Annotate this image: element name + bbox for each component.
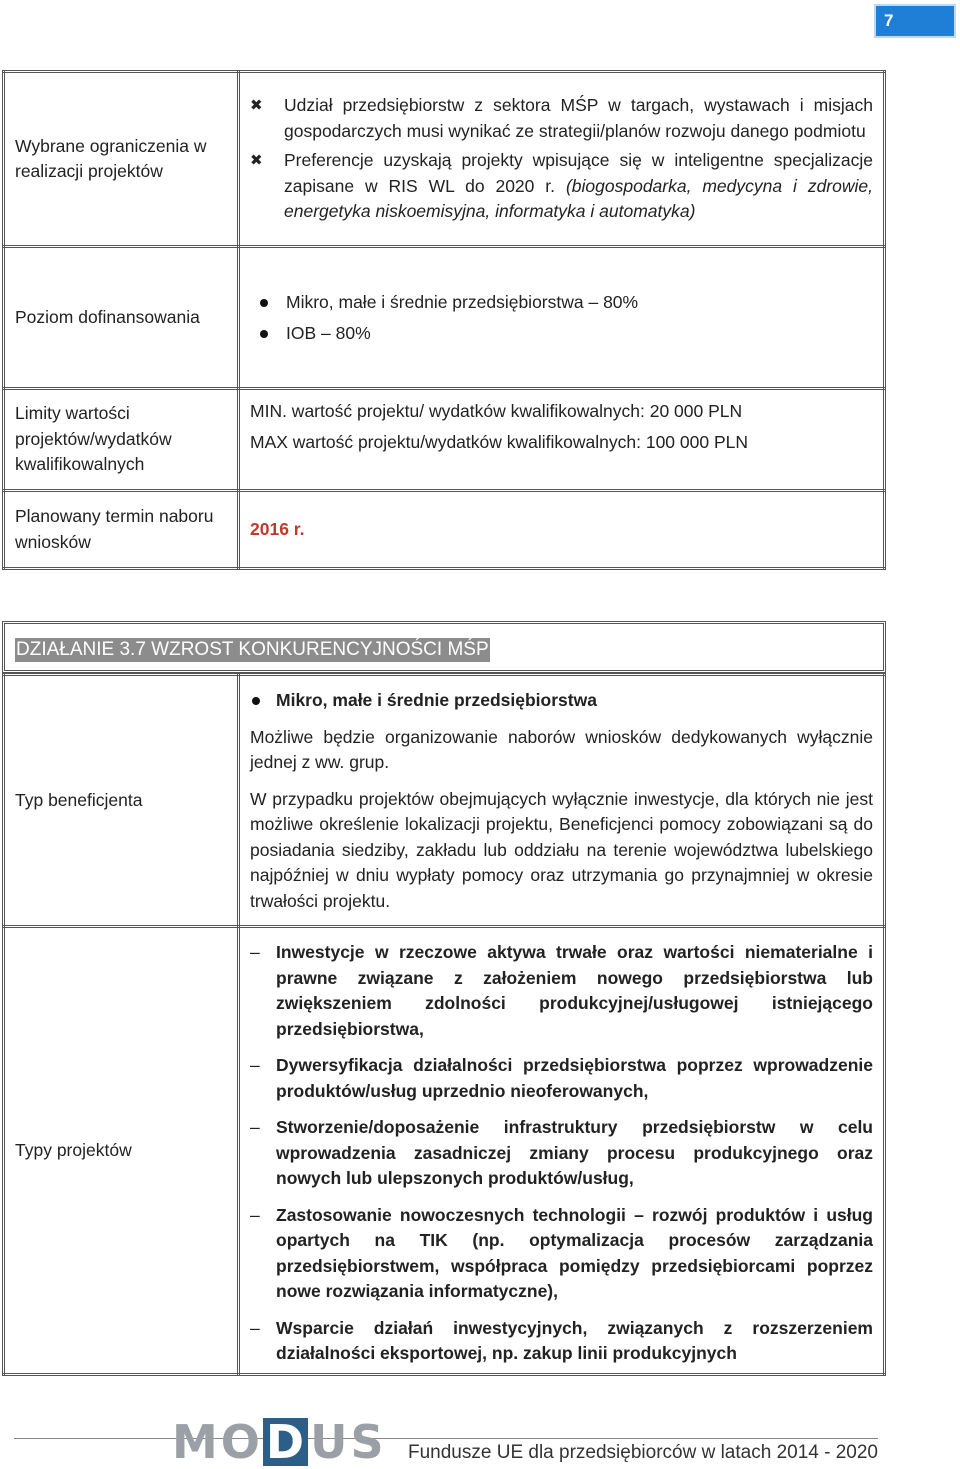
list-item: Mikro, małe i średnie przedsiębiorstwa [250,688,873,714]
list-item: – Inwestycje w rzeczowe aktywa trwałe oraz wartości niematerialne i prawne związane z założeniem nowego przedsiębiorstwa lub zwiększeniem zdolności produkcyjnej/usługowej istniejącego przedsiębiorstwa, [250,942,873,1039]
min-value-text: MIN. wartość projektu/ wydatków kwalifikowalnych: 20 000 PLN [250,401,743,421]
list-item: Mikro, małe i średnie przedsiębiorstwa – 80% [250,287,873,318]
section-title: DZIAŁANIE 3.7 WZROST KONKURENCYJNOŚCI MŚP [16,639,489,660]
list-item: ✖ Preferencje uzyskają projekty wpisujące się w inteligentne specjalizacje zapisane w RIS WL do 2020 r. (biogospodarka, medycyna i zdrowie, energetyka niskoemisyjna, informatyka i automatyka) [250,150,873,222]
dash-icon: – [250,942,260,962]
label-funding-level: Poziom dofinansowania [4,247,239,389]
dash-icon: – [250,1204,260,1225]
beneficiary-note: Możliwe będzie organizowanie naborów wniosków dedykowanych wyłącznie jednej z ww. grup. [250,726,873,772]
label-beneficiary-type: Typ beneficjenta [4,675,239,927]
logo-letter: S [350,1415,385,1469]
bullet-icon [260,299,268,307]
max-value-text: MAX wartość projektu/wydatków kwalifikowalnych: 100 000 PLN [250,432,748,452]
section-header [2,621,886,673]
footer-divider [14,1438,878,1439]
restrictions-list [250,93,873,225]
label-restrictions: Wybrane ograniczenia w realizacji projektów [4,72,239,247]
call-date-value: 2016 r. [250,518,305,539]
logo-letter: D [263,1418,308,1466]
list-item: – Dywersyfikacja działalności przedsiębiorstwa poprzez wprowadzenie produktów/usług uprzednio nieoferowanych, [250,1055,873,1101]
list-item: ✖ Udział przedsiębiorstw z sektora MŚP w targach, wystawach i misjach gospodarczych musi wynikać ze strategii/planów rozwoju danego podmiotu [250,95,873,141]
label-call-date: Planowany termin naboru wniosków [4,491,239,569]
project-types-list [250,940,873,1367]
beneficiary-location-note: W przypadku projektów obejmujących wyłącznie inwestycje, dla których nie jest możliwe określenie lokalizacji projektu, Beneficjenci pomocy zobowiązani są do posiadania siedziby, zakładu lub oddziału na terenie województwa lubelskiego najpóźniej w dniu wypłaty pomocy oraz utrzymania go przynajmniej w okresie trwałości projektu. [250,788,873,911]
bullet-icon [252,697,260,705]
logo-letter: U [310,1415,349,1469]
list-item: IOB – 80% [250,318,873,349]
dash-icon: – [250,1317,260,1338]
table-limits [2,70,886,570]
beneficiary-list [250,688,873,714]
cross-icon: ✖ [250,152,263,170]
table-measure [2,673,886,1376]
footer-text: Fundusze UE dla przedsiębiorców w latach 2014 - 2020 [408,1442,878,1463]
list-item: – Zastosowanie nowoczesnych technologii – rozwój produktów i usług opartych na TIK (np. optymalizacja procesów zarządzania przedsiębiorstwem, współpraca pomiędzy przedsiębiorcami poprzez nowe rozwiązania informatyczne), [250,1204,873,1301]
label-project-types: Typy projektów [4,927,239,1375]
dash-icon: – [250,1117,260,1137]
label-value-limits: Limity wartości projektów/wydatków kwalifikowalnych [4,389,239,491]
funding-list [250,287,873,349]
dash-icon: – [250,1055,260,1075]
list-item: – Stworzenie/doposażenie infrastruktury przedsiębiorstw w celu wprowadzenia zasadniczej zmiany procesu produkcyjnego oraz nowych lub ulepszonych produktów/usług, [250,1117,873,1188]
modus-logo [172,1415,385,1469]
cross-icon: ✖ [250,97,263,115]
logo-letter: M [172,1415,219,1469]
page-number-badge: 7 [874,4,956,38]
list-item: – Wsparcie działań inwestycyjnych, związanych z rozszerzeniem działalności eksportowej, np. zakup linii produkcyjnych [250,1317,873,1363]
bullet-icon [260,330,268,338]
logo-letter: O [220,1415,261,1469]
